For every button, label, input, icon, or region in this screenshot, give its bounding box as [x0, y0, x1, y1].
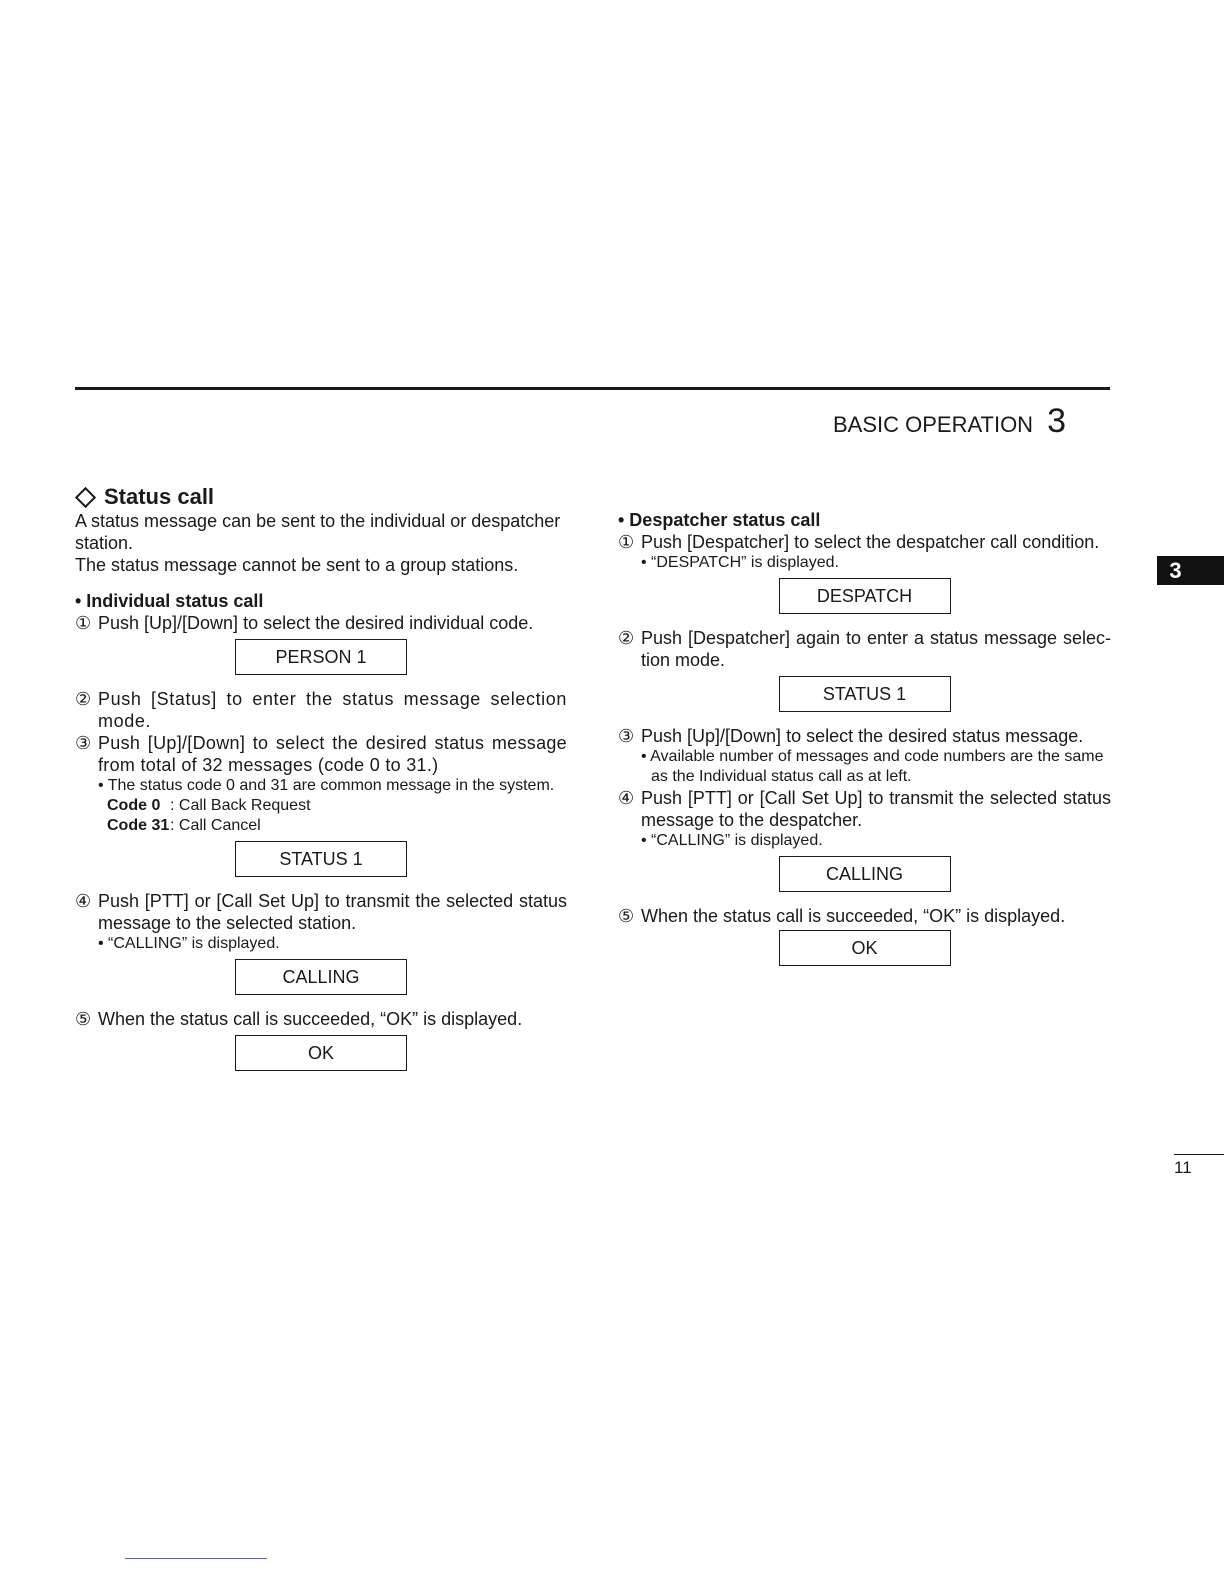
step: ⑤ When the status call is succeeded, “OK” is displayed.	[75, 1009, 523, 1029]
lcd-display: CALLING	[235, 959, 407, 995]
code-entry: Code 0 : Call Back Request	[107, 797, 311, 814]
lcd-display: CALLING	[779, 856, 951, 892]
step: ④ Push [PTT] or [Call Set Up] to transmit the selected status message to the selected station.	[75, 891, 567, 933]
right-column	[618, 509, 1111, 979]
step: ① Push [Despatcher] to select the despatcher call condition.	[618, 532, 1100, 552]
lcd-display: DESPATCH	[779, 578, 951, 614]
step: ② Push [Despatcher] again to enter a status message selec-tion mode.	[618, 628, 1111, 670]
step-note: • “CALLING” is displayed.	[98, 935, 280, 952]
individual-subtitle: • Individual status call	[75, 591, 264, 611]
intro-line: A status message can be sent to the individual or despatcher station.	[75, 511, 561, 553]
lcd-display: OK	[779, 930, 951, 966]
lcd-display: STATUS 1	[779, 676, 951, 712]
despatcher-subtitle: • Despatcher status call	[618, 510, 821, 530]
section-name: BASIC OPERATION	[833, 412, 1034, 437]
chapter-tab: 3	[1157, 556, 1224, 585]
chapter-number: 3	[1047, 402, 1066, 440]
diamond-icon	[75, 486, 96, 507]
header-rule	[75, 387, 1110, 390]
page-number-rule	[1174, 1154, 1224, 1155]
code-entry: Code 31: Call Cancel	[107, 817, 261, 834]
left-column	[75, 484, 567, 1084]
bottom-line	[125, 1558, 267, 1559]
step-note: • “CALLING” is displayed.	[641, 832, 823, 849]
step: ③ Push [Up]/[Down] to select the desired status message from total of 32 messages (code 0 to 31.)	[75, 733, 567, 775]
section-title: Status call	[75, 484, 567, 510]
step: ① Push [Up]/[Down] to select the desired individual code.	[75, 613, 534, 633]
step: ② Push [Status] to enter the status message selection mode.	[75, 689, 567, 731]
step: ④ Push [PTT] or [Call Set Up] to transmit the selected status message to the despatcher.	[618, 788, 1111, 830]
page-number: 11	[1174, 1158, 1192, 1177]
lcd-display: PERSON 1	[235, 639, 407, 675]
step-note: • Available number of messages and code numbers are the same as the Individual status call as at left.	[641, 748, 1104, 785]
step-note: • “DESPATCH” is displayed.	[641, 554, 839, 571]
lcd-display: STATUS 1	[235, 841, 407, 877]
chapter-header	[833, 402, 1066, 441]
intro-line: The status message cannot be sent to a group stations.	[75, 555, 519, 575]
step-note: • The status code 0 and 31 are common message in the system.	[98, 777, 555, 794]
lcd-display: OK	[235, 1035, 407, 1071]
step: ⑤ When the status call is succeeded, “OK” is displayed.	[618, 906, 1066, 926]
step: ③ Push [Up]/[Down] to select the desired status message.	[618, 726, 1084, 746]
